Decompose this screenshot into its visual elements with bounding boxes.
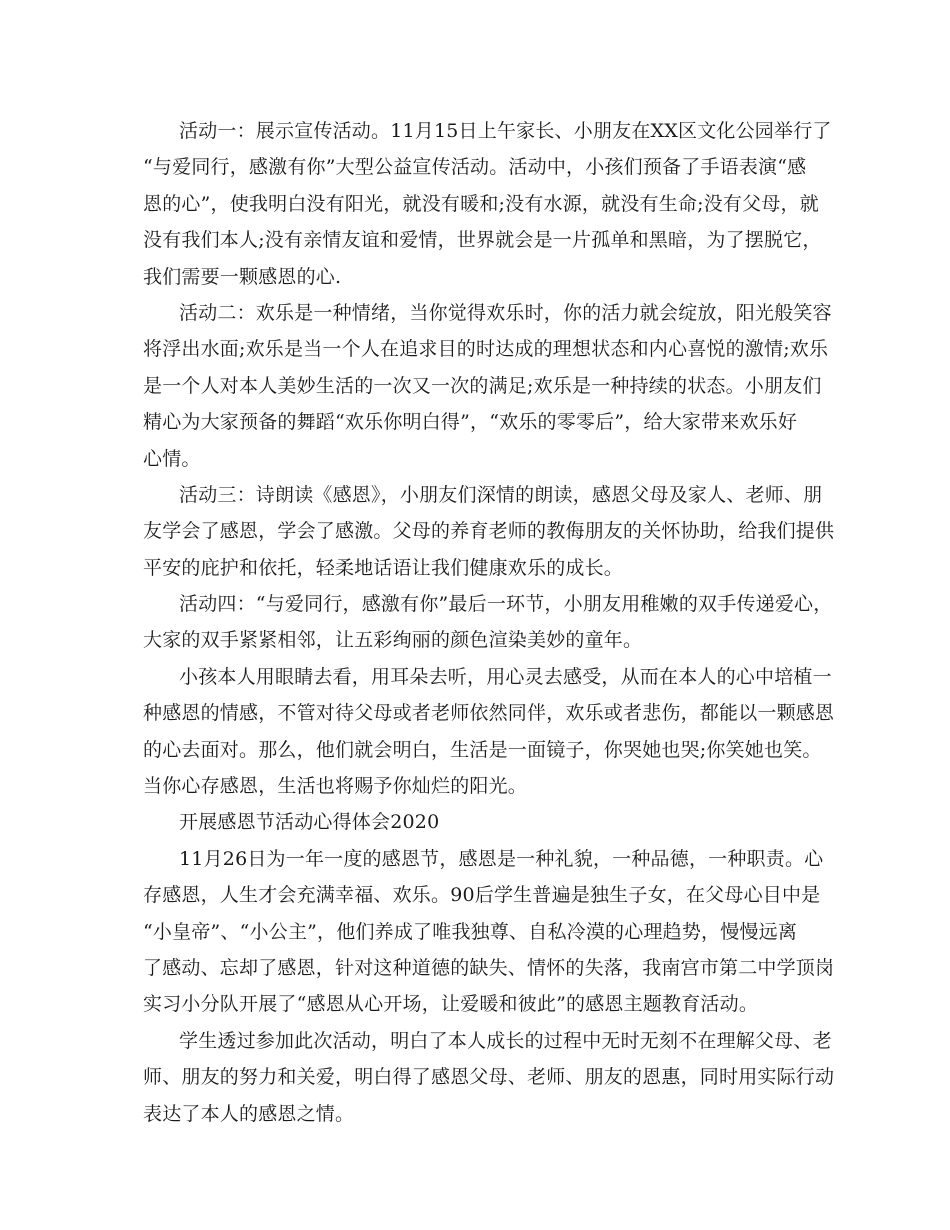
text-line: 当你心存感恩，生活也将赐予你灿烂的阳光。 xyxy=(143,775,528,798)
text-line: 大家的双手紧紧相邻，让五彩绚丽的颜色渲染美妙的童年。 xyxy=(143,629,643,652)
text-line: 存感恩，人生才会充满幸福、欢乐。90后学生普遍是独生子女，在父母心目中是 xyxy=(143,884,821,907)
text-line: 活动三：诗朗读《感恩》，小朋友们深情的朗读，感恩父母及家人、老师、朋 xyxy=(179,483,823,506)
text-line: 11月26日为一年一度的感恩节，感恩是一种礼貌，一种品德，一种职责。心 xyxy=(179,847,824,870)
paragraph-reflection xyxy=(143,659,835,805)
section-title-text: 开展感恩节活动心得体会2020 xyxy=(179,811,440,834)
text-line: 表达了本人的感恩之情。 xyxy=(143,1102,355,1125)
paragraph-activity-two xyxy=(143,295,832,477)
paragraph-activity-one xyxy=(143,113,832,295)
text-line: 友学会了感恩，学会了感激。父母的养育老师的教侮朋友的关怀协助，给我们提供 xyxy=(143,520,835,543)
text-line: 活动二：欢乐是一种情绪，当你觉得欢乐时，你的活力就会绽放，阳光般笑容 xyxy=(179,301,832,324)
paragraph-activity-three xyxy=(143,477,835,586)
text-line: 的心去面对。那么，他们就会明白，生活是一面镜子，你哭她也哭;你笑她也笑。 xyxy=(143,738,822,761)
text-line: 平安的庇护和依托，轻柔地话语让我们健康欢乐的成长。 xyxy=(143,556,624,579)
paragraph-student-outcome xyxy=(143,1023,835,1132)
text-line: “小皇帝”、“小公主”，他们养成了唯我独尊、自私冷漠的心理趋势，慢慢远离 xyxy=(143,920,798,943)
text-line: 活动一：展示宣传活动。11月15日上午家长、小朋友在XX区文化公园举行了 xyxy=(179,120,832,142)
text-line: 活动四：“与爱同行，感激有你”最后一环节，小朋友用稚嫩的双手传递爱心， xyxy=(179,593,833,616)
document-body xyxy=(143,113,835,1132)
text-line: 种感恩的情感，不管对待父母或者老师依然同伴，欢乐或者悲伤，都能以一颗感恩 xyxy=(143,702,835,725)
text-line: 是一个人对本人美妙生活的一次又一次的满足;欢乐是一种持续的状态。小朋友们 xyxy=(143,374,822,397)
text-line: 学生透过参加此次活动，明白了本人成长的过程中无时无刻不在理解父母、老 xyxy=(179,1029,832,1052)
text-line: 我们需要一颗感恩的心. xyxy=(143,265,342,288)
paragraph-activity-four xyxy=(143,586,833,659)
text-line: 小孩本人用眼睛去看，用耳朵去听，用心灵去感受，从而在本人的心中培植一 xyxy=(179,665,832,688)
section-title xyxy=(143,804,823,840)
text-line: 了感动、忘却了感恩，针对这种道德的缺失、情怀的失落，我南宫市第二中学顶岗 xyxy=(143,956,835,979)
text-line: 心情。 xyxy=(143,447,201,470)
text-line: 师、朋友的努力和关爱，明白得了感恩父母、老师、朋友的恩惠，同时用实际行动 xyxy=(143,1066,835,1089)
paragraph-thanksgiving-intro xyxy=(143,841,835,1023)
text-line: 将浮出水面;欢乐是当一个人在追求目的时达成的理想状态和内心喜悦的激情;欢乐 xyxy=(143,338,829,361)
text-line: 没有我们本人;没有亲情友谊和爱情，世界就会是一片孤单和黑暗，为了摆脱它， xyxy=(143,229,822,252)
text-line: 实习小分队开展了“感恩从心开场，让爱暖和彼此”的感恩主题教育活动。 xyxy=(143,993,759,1016)
text-line: 恩的心”，使我明白没有阳光，就没有暖和;没有水源，就没有生命;没有父母，就 xyxy=(143,192,819,215)
text-line: “与爱同行，感激有你”大型公益宣传活动。活动中，小孩们预备了手语表演“感 xyxy=(143,156,807,179)
text-line: 精心为大家预备的舞蹈“欢乐你明白得”，“欢乐的零零后”，给大家带来欢乐好 xyxy=(143,411,798,434)
